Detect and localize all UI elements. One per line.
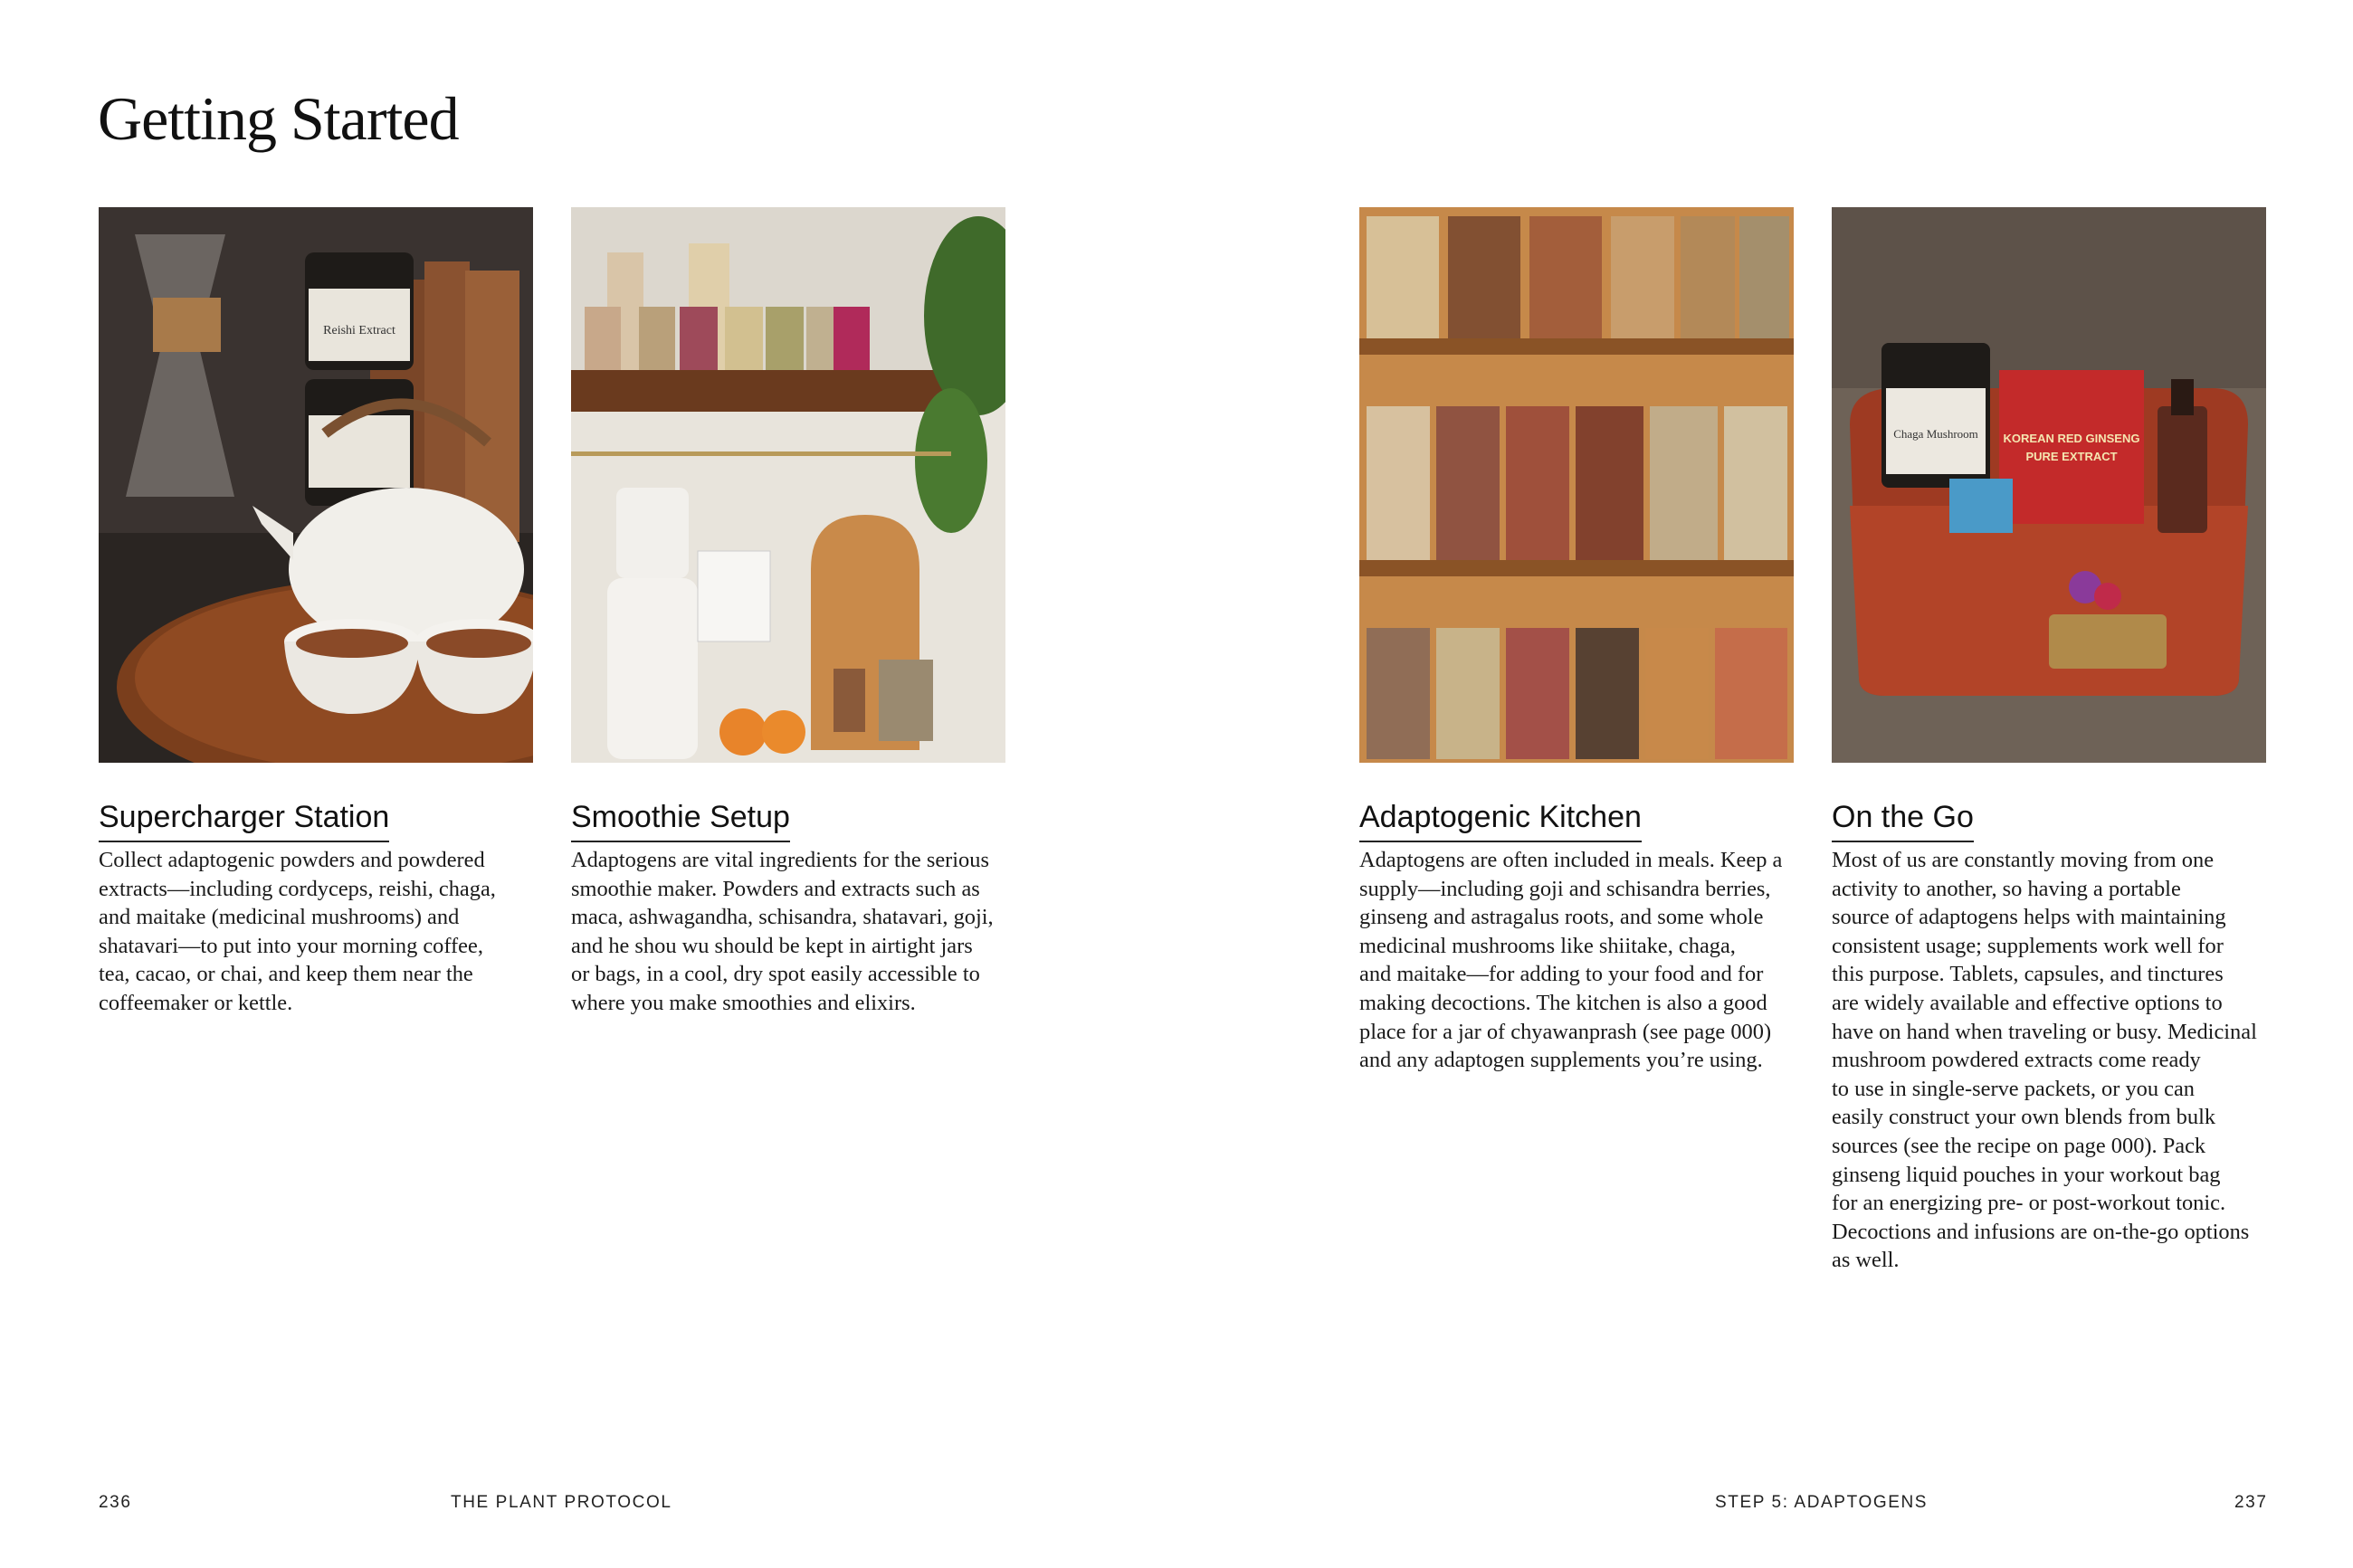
body-line: shatavari—to put into your morning coffee, [99,933,483,958]
body-line: sources (see the recipe on page 000). Pack [1832,1133,2206,1158]
body-line: ginseng liquid pouches in your workout bag [1832,1162,2221,1187]
section-body-smoothie-setup [571,846,1009,1018]
page-number-right: 237 [2234,1493,2268,1512]
svg-text:KOREAN RED GINSENG: KOREAN RED GINSENG [2003,432,2140,445]
running-head-left: THE PLANT PROTOCOL [451,1493,672,1512]
body-line: and he shou wu should be kept in airtight jars [571,933,973,958]
svg-text:PURE EXTRACT: PURE EXTRACT [2025,450,2118,463]
body-line: tea, cacao, or chai, and keep them near the [99,962,473,987]
body-line: this purpose. Tablets, capsules, and tinctures [1832,962,2224,987]
kitchen-shelves-photo [1359,207,1794,763]
page-number-left: 236 [99,1493,132,1512]
body-line: for an energizing pre- or post-workout tonic. [1832,1191,2226,1216]
body-line: coffeemaker or kettle. [99,990,293,1015]
body-line: mushroom powdered extracts come ready [1832,1048,2201,1073]
section-body-adaptogenic-kitchen [1359,846,1797,1075]
body-line: ginseng and astragalus roots, and some whole [1359,905,1764,930]
body-line: Adaptogens are often included in meals. Keep a [1359,848,1783,872]
section-heading-smoothie-setup: Smoothie Setup [571,800,790,842]
travel-bag-photo [1832,207,2266,763]
section-heading-adaptogenic-kitchen: Adaptogenic Kitchen [1359,800,1642,842]
section-heading-supercharger-station: Supercharger Station [99,800,389,842]
body-line: Collect adaptogenic powders and powdered [99,848,485,872]
body-line: and maitake—for adding to your food and for [1359,962,1764,987]
body-line: easily construct your own blends from bulk [1832,1105,2216,1130]
tea-station-photo [99,207,533,763]
section-heading-on-the-go: On the Go [1832,800,1974,842]
body-line: smoothie maker. Powders and extracts such as [571,876,980,901]
body-line: are widely available and effective options to [1832,990,2223,1015]
body-line: supply—including goji and schisandra berries, [1359,876,1771,901]
smoothie-setup-photo [571,207,1005,763]
svg-text:Chaga Mushroom: Chaga Mushroom [1893,427,1978,441]
body-line: where you make smoothies and elixirs. [571,990,916,1015]
body-line: Most of us are constantly moving from one [1832,848,2215,872]
body-line: as well. [1832,1248,1900,1273]
running-head-right: STEP 5: ADAPTOGENS [1715,1493,1929,1512]
body-line: activity to another, so having a portable [1832,876,2181,901]
body-line: or bags, in a cool, dry spot easily accessible to [571,962,980,987]
section-body-supercharger-station [99,846,537,1018]
body-line: have on hand when traveling or busy. Medicinal [1832,1019,2257,1044]
body-line: consistent usage; supplements work well for [1832,933,2224,958]
body-line: maca, ashwagandha, schisandra, shatavari, goji, [571,905,994,930]
body-line: source of adaptogens helps with maintaining [1832,905,2226,930]
svg-text:Reishi Extract: Reishi Extract [323,324,395,337]
body-line: medicinal mushrooms like shiitake, chaga, [1359,933,1736,958]
page-title: Getting Started [98,84,459,153]
body-line: extracts—including cordyceps, reishi, chaga, [99,876,496,901]
body-line: and any adaptogen supplements you’re using. [1359,1048,1763,1073]
body-line: making decoctions. The kitchen is also a good [1359,990,1767,1015]
body-line: place for a jar of chyawanprash (see page 000) [1359,1019,1772,1044]
body-line: Adaptogens are vital ingredients for the serious [571,848,989,872]
section-body-on-the-go [1832,846,2270,1275]
body-line: Decoctions and infusions are on-the-go options [1832,1219,2250,1244]
body-line: and maitake (medicinal mushrooms) and [99,905,460,930]
body-line: to use in single-serve packets, or you can [1832,1076,2195,1101]
